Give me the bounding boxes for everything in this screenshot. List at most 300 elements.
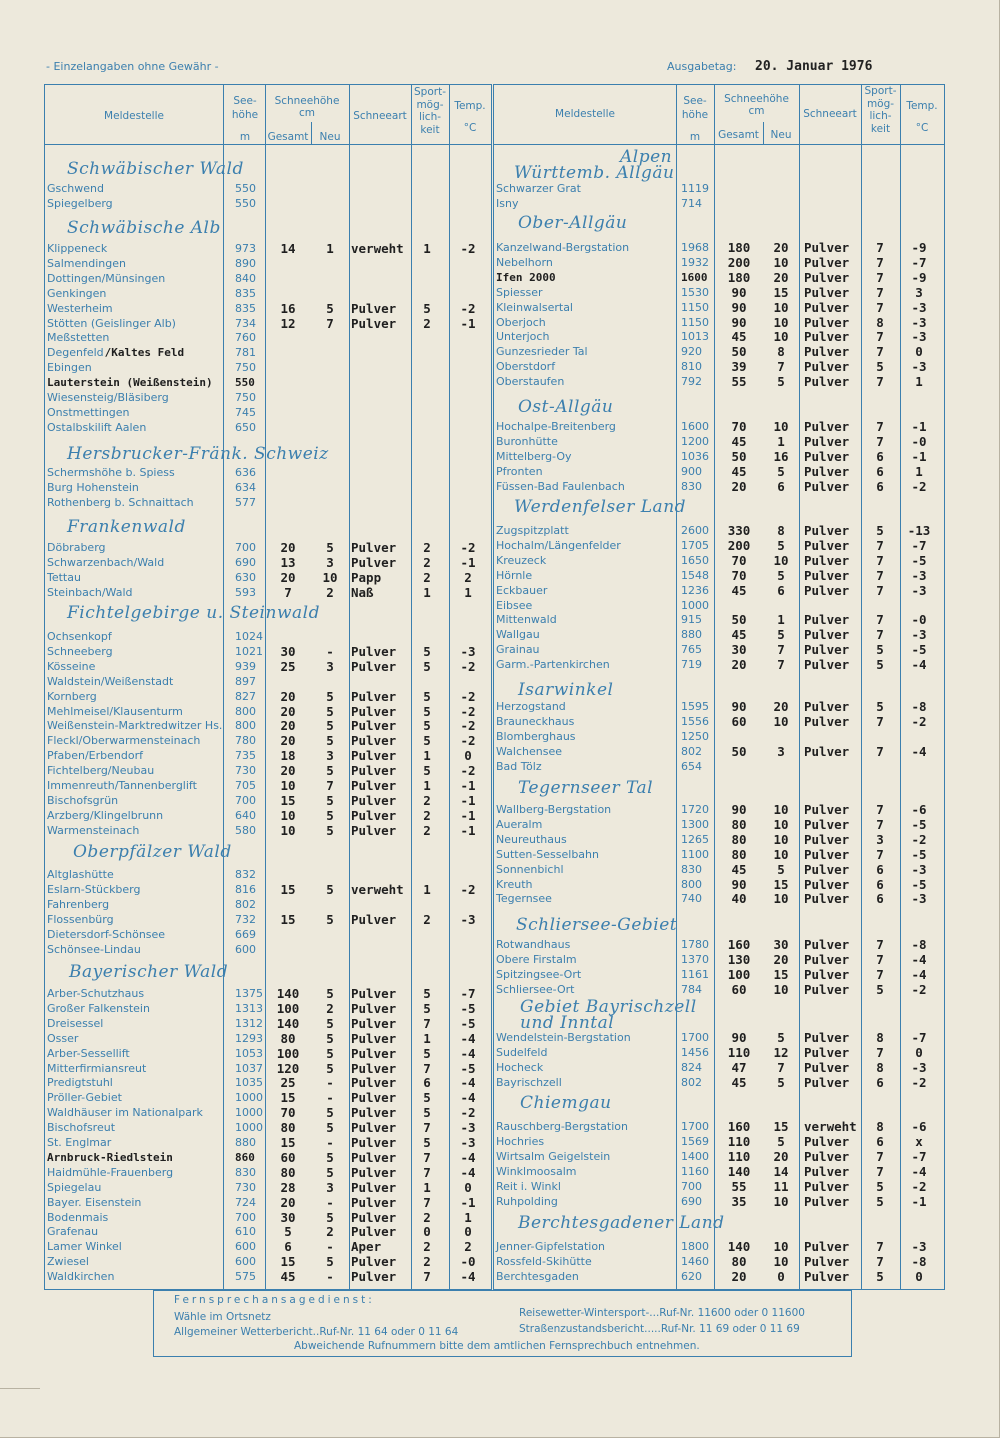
sport-level: 5 xyxy=(423,986,431,1001)
altitude: 550 xyxy=(235,196,256,210)
table-row xyxy=(45,301,491,316)
sport-level: 1 xyxy=(423,881,431,897)
snow-type: Pulver xyxy=(804,329,850,345)
table-row xyxy=(45,1046,491,1061)
altitude: 802 xyxy=(681,744,702,758)
snow-type: Pulver xyxy=(804,433,850,449)
table-row xyxy=(494,1030,944,1045)
station-name: Schliersee-Ort xyxy=(496,982,575,996)
table-row xyxy=(494,1149,944,1164)
snow-total: 50 xyxy=(731,344,747,360)
altitude: 1780 xyxy=(681,938,709,951)
station-name: Sudelfeld xyxy=(496,1045,548,1059)
station-name: Wiesensteig/Bläsiberg xyxy=(47,391,169,404)
snow-type: Pulver xyxy=(351,1105,397,1121)
snow-new: 5 xyxy=(326,881,334,897)
snow-new: 7 xyxy=(777,1059,785,1075)
altitude: 784 xyxy=(681,982,702,996)
snow-type: Aper xyxy=(351,1239,382,1255)
table-row xyxy=(45,360,491,375)
altitude: 1119 xyxy=(681,182,709,195)
section-title: Frankenwald xyxy=(67,517,186,537)
snow-new: 2 xyxy=(326,584,334,600)
snow-new: 5 xyxy=(777,374,785,390)
station-name: Osser xyxy=(47,1031,79,1045)
altitude: 1700 xyxy=(681,1120,709,1133)
snow-new: 5 xyxy=(777,1030,785,1045)
station-name: Herzogstand xyxy=(496,700,566,713)
temperature: -3 xyxy=(911,627,927,643)
temperature: -1 xyxy=(460,315,476,331)
temperature: -2 xyxy=(460,540,476,555)
snow-total: 90 xyxy=(731,299,747,315)
snow-new: 10 xyxy=(773,1193,789,1209)
sport-level: 7 xyxy=(876,951,884,967)
temperature: 1 xyxy=(464,1209,472,1225)
snow-type: Pulver xyxy=(804,1148,850,1164)
snow-type: Pulver xyxy=(351,1090,397,1106)
altitude: 810 xyxy=(681,360,702,374)
col-station-right: Meldestelle xyxy=(555,108,615,120)
altitude: 1720 xyxy=(681,803,709,816)
sport-level: 7 xyxy=(876,1044,884,1060)
table-row xyxy=(494,285,944,300)
temperature: -3 xyxy=(460,1120,476,1136)
snow-total: 7 xyxy=(284,584,292,600)
sport-level: 7 xyxy=(876,1239,884,1254)
table-row xyxy=(494,967,944,982)
table-row xyxy=(45,1224,491,1239)
snow-total: 45 xyxy=(731,433,747,449)
altitude: 1236 xyxy=(681,583,709,597)
altitude: 750 xyxy=(235,391,256,404)
table-row xyxy=(45,1090,491,1105)
snow-new: 7 xyxy=(777,359,785,375)
sport-level: 7 xyxy=(876,582,884,598)
snow-new: 10 xyxy=(773,1253,789,1269)
altitude: 2600 xyxy=(681,524,709,537)
snow-new: 5 xyxy=(777,861,785,877)
station-name: Schönsee-Lindau xyxy=(47,942,141,956)
snow-total: 90 xyxy=(731,876,747,892)
table-row xyxy=(494,729,944,744)
altitude: 1100 xyxy=(681,847,709,861)
sport-level: 7 xyxy=(876,743,884,759)
altitude: 792 xyxy=(681,375,702,389)
snow-total: 50 xyxy=(731,612,747,628)
temperature: -7 xyxy=(911,537,927,553)
section-title: Schliersee-Gebiet xyxy=(516,915,678,935)
snow-new: 20 xyxy=(773,269,789,285)
snow-type: Pulver xyxy=(351,1179,397,1195)
sport-level: 2 xyxy=(423,792,431,808)
temperature: -2 xyxy=(911,831,927,847)
section-title: Schwäbischer Wald xyxy=(67,159,244,179)
station-name: Wallgau xyxy=(496,628,540,642)
sport-level: 2 xyxy=(423,315,431,331)
snow-type: Pulver xyxy=(804,951,850,967)
temperature: -2 xyxy=(911,1074,927,1090)
snow-total: 100 xyxy=(276,1045,300,1061)
snow-total: 80 xyxy=(280,1030,296,1046)
snow-new: 15 xyxy=(773,966,789,982)
station-name: Immenreuth/Tannenberglift xyxy=(47,779,197,792)
altitude: 700 xyxy=(681,1179,702,1193)
snow-new: 5 xyxy=(777,567,785,583)
station-name: Wallberg-Bergstation xyxy=(496,803,612,816)
snow-new: 5 xyxy=(326,911,334,927)
station-name: Mittenwald xyxy=(496,613,557,627)
temperature: 3 xyxy=(915,284,923,300)
snow-type: Pulver xyxy=(351,1000,397,1016)
snow-type: Pulver xyxy=(804,1268,850,1284)
station-name: Pfronten xyxy=(496,464,543,478)
altitude: 890 xyxy=(235,256,256,270)
altitude: 724 xyxy=(235,1195,256,1209)
temperature: -2 xyxy=(911,478,927,494)
temperature: -3 xyxy=(911,582,927,598)
temperature: 0 xyxy=(915,1044,923,1060)
sport-level: 5 xyxy=(423,658,431,674)
snow-type: Pulver xyxy=(351,300,397,316)
altitude: 1460 xyxy=(681,1254,709,1268)
station-name: Döbraberg xyxy=(47,541,106,554)
snow-total: 80 xyxy=(731,831,747,847)
snow-total: 200 xyxy=(727,254,751,270)
altitude: 690 xyxy=(235,555,256,569)
temperature: -3 xyxy=(460,1135,476,1150)
temperature: -3 xyxy=(911,1059,927,1075)
table-row xyxy=(45,704,491,719)
snow-total: 200 xyxy=(727,537,751,553)
table-row xyxy=(45,793,491,808)
altitude: 760 xyxy=(235,331,256,345)
station-name: Blomberghaus xyxy=(496,729,576,743)
snow-new: 10 xyxy=(773,846,789,862)
phone-service-note: Abweichende Rufnummern bitte dem amtlichen Fernsprechbuch entnehmen. xyxy=(294,1340,700,1352)
temperature: -0 xyxy=(911,433,927,449)
snow-total: 25 xyxy=(280,658,296,674)
snow-new: 7 xyxy=(326,315,334,331)
snow-new: 8 xyxy=(777,523,785,538)
altitude: 1150 xyxy=(681,300,709,314)
snow-new: 1 xyxy=(777,433,785,449)
station-name: Arnbruck-Riedlstein xyxy=(47,1150,173,1164)
snow-new: 5 xyxy=(326,1254,334,1270)
table-row xyxy=(45,748,491,763)
section-title: Fichtelgebirge u. Steinwald xyxy=(67,603,320,623)
snow-total: 20 xyxy=(280,540,296,555)
snow-new: 20 xyxy=(773,699,789,714)
altitude: 719 xyxy=(681,658,702,672)
snow-type: Pulver xyxy=(804,374,850,390)
snow-total: 20 xyxy=(731,478,747,494)
station-name: Stötten (Geislinger Alb) xyxy=(47,316,176,330)
sport-level: 5 xyxy=(876,1193,884,1209)
sport-level: 5 xyxy=(423,763,431,779)
altitude: 1300 xyxy=(681,817,709,831)
snow-type: Pulver xyxy=(351,1030,397,1046)
table-row xyxy=(45,1239,491,1254)
table-row xyxy=(494,937,944,952)
altitude: 1037 xyxy=(235,1061,263,1075)
station-name: Zwiesel xyxy=(47,1255,89,1269)
altitude: 750 xyxy=(235,361,256,375)
snow-type: Pulver xyxy=(804,359,850,375)
snow-total: 20 xyxy=(280,718,296,734)
station-name: St. Englmar xyxy=(47,1136,112,1149)
station-name: Ebingen xyxy=(47,361,92,375)
sport-level: 5 xyxy=(423,1090,431,1106)
snow-new: 14 xyxy=(773,1163,789,1179)
altitude: 1400 xyxy=(681,1149,709,1163)
temperature: -0 xyxy=(911,612,927,628)
table-row xyxy=(45,733,491,748)
snow-total: 120 xyxy=(276,1060,300,1076)
temperature: -2 xyxy=(460,688,476,704)
station-name: Weißenstein-Marktredwitzer Hs. xyxy=(47,719,223,733)
altitude: 700 xyxy=(235,1210,256,1224)
table-row xyxy=(45,390,491,405)
right-table: Meldestelle See- höhe m Schneehöhe cm Gesamt Neu Schneeart Sport- mög- lich- keit Temp. °C Alpen Württemb. Allgäu Schwarzer Grat 1119 Isny 714 Ober-Allgäu Kanzelwand-Bergstation 1968 180 20 Pulver 7 -9 Nebelhorn 1932 200 10 Pulver 7 -7 Ifen 2000 1600 180 20 Pulver 7 -9 Spiesser 1530 90 15 Pulver 7 3 Kleinwalsertal 1150 90 10 Pulver 7 -3 Oberjoch 1150 90 10 Pulver 8 -3 Unterjoch 1013 45 10 Pulver 7 -3 Gunzesrieder Tal 920 50 8 Pulver 7 0 Oberstdorf 810 39 7 Pulver 5 -3 Oberstaufen 792 55 5 Pulver 7 1 Ost-Allgäu Hochalpe-Breitenberg 1600 70 10 Pulver 7 -1 Buronhütte 1200 45 1 Pulver 7 -0 Mittelberg-Oy 1036 50 16 Pulver 6 -1 Pfronten 900 45 5 Pulver 6 1 Füssen-Bad Faulenbach 830 20 6 Pulver 6 -2 Werdenfelser Land Zugspitzplatt 2600 330 8 Pulver 5 -13 Hochalm/Längenfelder 1705 200 5 Pulver 7 -7 Kreuzeck 1650 70 10 Pulver 7 -5 Hörnle 1548 70 5 Pulver 7 -3 Eckbauer 1236 45 6 Pulver 7 -3 Eibsee 1000 Mittenwald 915 50 1 Pulver 7 -0 Wallgau 880 45 5 Pulver 7 -3 Grainau 765 30 7 Pulver 5 -5 Garm.-Partenkirchen 719 20 7 Pulver 5 -4 Isarwinkel Herzogstand 1595 90 20 Pulver 5 -8 Brauneckhaus 1556 60 10 Pulver 7 -2 Blomberghaus 1250 Walchensee 802 50 3 Pulver 7 -4 Bad Tölz 654 Tegernseer Tal Wallberg-Bergstation 1720 90 10 Pulver 7 -6 Aueralm 1300 80 10 Pulver 7 -5 Neureuthaus 1265 80 10 Pulver 3 -2 Sutten-Sesselbahn 1100 80 10 Pulver 7 -5 Sonnenbichl 830 45 5 Pulver 6 -3 Kreuth 800 90 15 Pulver 6 -5 Tegernsee 740 40 10 Pulver 6 -3 Schliersee-Gebiet Rotwandhaus 1780 160 30 Pulver 7 -8 Obere Firstalm 1370 130 20 Pulver 7 -4 Spitzingsee-Ort 1161 100 15 Pulver 7 -4 Schliersee-Ort 784 60 10 Pulver 5 -2 Gebiet Bayrischzell und Inntal Wendelstein-Bergstation 1700 90 5 Pulver 8 -7 Sudelfeld 1456 110 12 Pulver 7 0 Hocheck 824 47 7 Pulver 8 -3 Bayrischzell 802 45 5 Pulver 6 -2 Chiemgau Rauschberg-Bergstation 1700 160 15 verweht 8 -6 Hochries 1569 110 5 Pulver 6 x Wirtsalm Geigelstein 1400 110 20 Pulver 7 -7 Winklmoosalm 1160 140 14 Pulver 7 -4 Reit i. Winkl 700 55 11 Pulver 5 -2 Ruhpolding 690 35 10 Pulver 5 -1 Berchtesgadener Land Jenner-Gipfelstation 1800 140 10 Pulver 7 -3 Rossfeld-Skihütte 1460 80 10 Pulver 7 -8 Berchtesgaden 620 20 0 Pulver 5 0 xyxy=(493,84,945,1290)
snow-type: Pulver xyxy=(804,1074,850,1090)
snow-total: 15 xyxy=(280,881,296,897)
snow-type: Pulver xyxy=(351,688,397,704)
snow-total: 90 xyxy=(731,802,747,817)
snow-type: Pulver xyxy=(351,763,397,779)
snow-type: Pulver xyxy=(804,314,850,330)
sport-level: 2 xyxy=(423,807,431,823)
altitude: 714 xyxy=(681,196,702,210)
snow-new: 5 xyxy=(777,463,785,479)
sport-level: 6 xyxy=(876,448,884,464)
snow-new: 10 xyxy=(773,329,789,345)
snow-new: 1 xyxy=(777,612,785,628)
snow-total: 15 xyxy=(280,792,296,808)
temperature: -2 xyxy=(911,981,927,997)
snow-total: 55 xyxy=(731,1178,747,1194)
table-row xyxy=(494,359,944,374)
table-row xyxy=(494,1269,944,1284)
table-row xyxy=(45,689,491,704)
altitude: 669 xyxy=(235,927,256,941)
sport-level: 7 xyxy=(876,433,884,449)
sport-level: 6 xyxy=(876,463,884,479)
snow-total: 140 xyxy=(276,986,300,1001)
table-row xyxy=(494,714,944,729)
station-name: Oberstaufen xyxy=(496,375,565,389)
sport-level: 7 xyxy=(876,419,884,434)
altitude: 1021 xyxy=(235,644,263,658)
temperature: -5 xyxy=(911,846,927,862)
snow-type: Pulver xyxy=(804,1193,850,1209)
station-name: Kreuth xyxy=(496,877,533,891)
station-name: Ruhpolding xyxy=(496,1194,558,1208)
section-title: Alpen xyxy=(620,147,673,167)
table-row xyxy=(45,196,491,211)
station-name: Eslarn-Stückberg xyxy=(47,882,141,896)
table-row xyxy=(45,1075,491,1090)
snow-total: 50 xyxy=(731,743,747,759)
station-name: Lamer Winkel xyxy=(47,1240,122,1254)
table-row xyxy=(45,555,491,570)
station-name: Isny xyxy=(496,196,519,210)
sport-level: 5 xyxy=(423,703,431,719)
table-row xyxy=(494,538,944,553)
station-name: Füssen-Bad Faulenbach xyxy=(496,479,625,493)
snow-new: 6 xyxy=(777,582,785,598)
altitude: 600 xyxy=(235,942,256,956)
temperature: 2 xyxy=(464,1239,472,1255)
table-row xyxy=(45,1195,491,1210)
altitude: 830 xyxy=(235,1165,256,1179)
sport-level: 5 xyxy=(876,657,884,673)
snow-new: 8 xyxy=(777,344,785,360)
snow-type: Pulver xyxy=(351,1060,397,1076)
sport-level: 5 xyxy=(423,718,431,734)
sport-level: 5 xyxy=(423,300,431,316)
sport-level: 5 xyxy=(423,1045,431,1061)
snow-type: Pulver xyxy=(351,1224,397,1240)
sport-level: 6 xyxy=(876,1074,884,1090)
snow-new: 6 xyxy=(777,478,785,494)
table-row xyxy=(494,1239,944,1254)
altitude: 1150 xyxy=(681,315,709,329)
snow-type: Pulver xyxy=(804,523,850,538)
snow-new: 7 xyxy=(326,778,334,793)
sport-level: 5 xyxy=(423,643,431,659)
station-name: Westerheim xyxy=(47,301,113,315)
table-row xyxy=(45,808,491,823)
altitude: 832 xyxy=(235,868,256,881)
temperature: -8 xyxy=(911,937,927,952)
temperature: -1 xyxy=(460,807,476,823)
snow-type: Pulver xyxy=(804,419,850,434)
temperature: 0 xyxy=(464,1224,472,1240)
snow-total: 45 xyxy=(731,463,747,479)
sport-level: 7 xyxy=(876,612,884,628)
station-name: Eckbauer xyxy=(496,583,548,597)
altitude: 1161 xyxy=(681,967,709,981)
station-name: Kanzelwand-Bergstation xyxy=(496,241,630,254)
sport-level: 7 xyxy=(423,1164,431,1180)
altitude: 1053 xyxy=(235,1046,263,1060)
sport-level: 7 xyxy=(876,240,884,255)
temperature: -1 xyxy=(460,792,476,808)
temperature: -1 xyxy=(911,448,927,464)
temperature: 0 xyxy=(464,748,472,764)
snow-type: Pulver xyxy=(351,1209,397,1225)
sport-level: 6 xyxy=(423,1075,431,1091)
station-name: Fahrenberg xyxy=(47,897,110,911)
snow-total: 20 xyxy=(280,763,296,779)
sport-level: 5 xyxy=(876,981,884,997)
table-row xyxy=(494,240,944,255)
altitude: 1024 xyxy=(235,630,263,643)
altitude: 1556 xyxy=(681,714,709,728)
section-title: Ober-Allgäu xyxy=(518,213,628,233)
snow-total: 40 xyxy=(731,891,747,907)
station-name: Waldhäuser im Nationalpark xyxy=(47,1106,203,1120)
temperature: -2 xyxy=(911,713,927,729)
temperature: -2 xyxy=(460,881,476,897)
sport-level: 1 xyxy=(423,584,431,600)
temperature: -4 xyxy=(460,1164,476,1180)
snow-total: 130 xyxy=(727,951,751,967)
col-station: Meldestelle xyxy=(104,110,164,122)
temperature: -3 xyxy=(911,314,927,330)
temperature: -4 xyxy=(911,966,927,982)
sport-level: 7 xyxy=(423,1149,431,1165)
altitude: 1013 xyxy=(681,330,709,344)
snow-total: 80 xyxy=(731,816,747,832)
snow-total: 60 xyxy=(280,1149,296,1165)
snow-type: Pulver xyxy=(804,831,850,847)
snow-new: 10 xyxy=(773,981,789,997)
altitude: 780 xyxy=(235,734,256,748)
section-title: Tegernseer Tal xyxy=(518,778,654,798)
temperature: -1 xyxy=(911,1193,927,1209)
snow-total: 20 xyxy=(280,1194,296,1210)
sport-level: 7 xyxy=(876,802,884,817)
station-name: Ostalbskilift Aalen xyxy=(47,420,147,434)
table-row xyxy=(45,1016,491,1031)
snow-new: - xyxy=(326,1194,334,1210)
station-name: Bad Tölz xyxy=(496,759,542,773)
snow-new: 10 xyxy=(773,254,789,270)
station-name: Aueralm xyxy=(496,817,543,831)
snow-type: Pulver xyxy=(804,582,850,598)
altitude: 880 xyxy=(681,628,702,642)
snow-type: Pulver xyxy=(804,284,850,300)
phone-service-line1-right: Reisewetter-Wintersport-...Ruf-Nr. 11600 oder 0 11600 xyxy=(519,1307,805,1319)
snow-new: 10 xyxy=(773,891,789,907)
station-name: Kösseine xyxy=(47,659,96,673)
station-name: Steinbach/Wald xyxy=(47,585,133,599)
temperature: -2 xyxy=(460,300,476,316)
station-name: Arber-Sessellift xyxy=(47,1046,130,1060)
temperature: -2 xyxy=(460,658,476,674)
snow-new: 15 xyxy=(773,876,789,892)
altitude: 1530 xyxy=(681,285,709,299)
sport-level: 1 xyxy=(423,778,431,793)
table-row xyxy=(494,1045,944,1060)
table-row xyxy=(45,1061,491,1076)
altitude: 915 xyxy=(681,613,702,627)
snow-type: Pulver xyxy=(804,1030,850,1045)
snow-total: 35 xyxy=(731,1193,747,1209)
table-row xyxy=(494,744,944,759)
table-row xyxy=(494,802,944,817)
station-name: Obere Firstalm xyxy=(496,952,577,966)
station-name: Hörnle xyxy=(496,568,533,582)
temperature: 1 xyxy=(915,374,923,390)
table-row xyxy=(45,465,491,480)
sport-level: 5 xyxy=(876,699,884,714)
snow-total: 90 xyxy=(731,314,747,330)
table-row xyxy=(494,877,944,892)
altitude: 1968 xyxy=(681,241,709,254)
station-name: Waldkirchen xyxy=(47,1270,115,1284)
table-row xyxy=(494,832,944,847)
station-name: Haidmühle-Frauenberg xyxy=(47,1165,174,1179)
snow-type: Pulver xyxy=(804,344,850,360)
section-title: Berchtesgadener Land xyxy=(518,1213,725,1233)
snow-total: 20 xyxy=(280,703,296,719)
table-row xyxy=(494,1254,944,1269)
table-row xyxy=(45,1105,491,1120)
sport-level: 7 xyxy=(876,846,884,862)
